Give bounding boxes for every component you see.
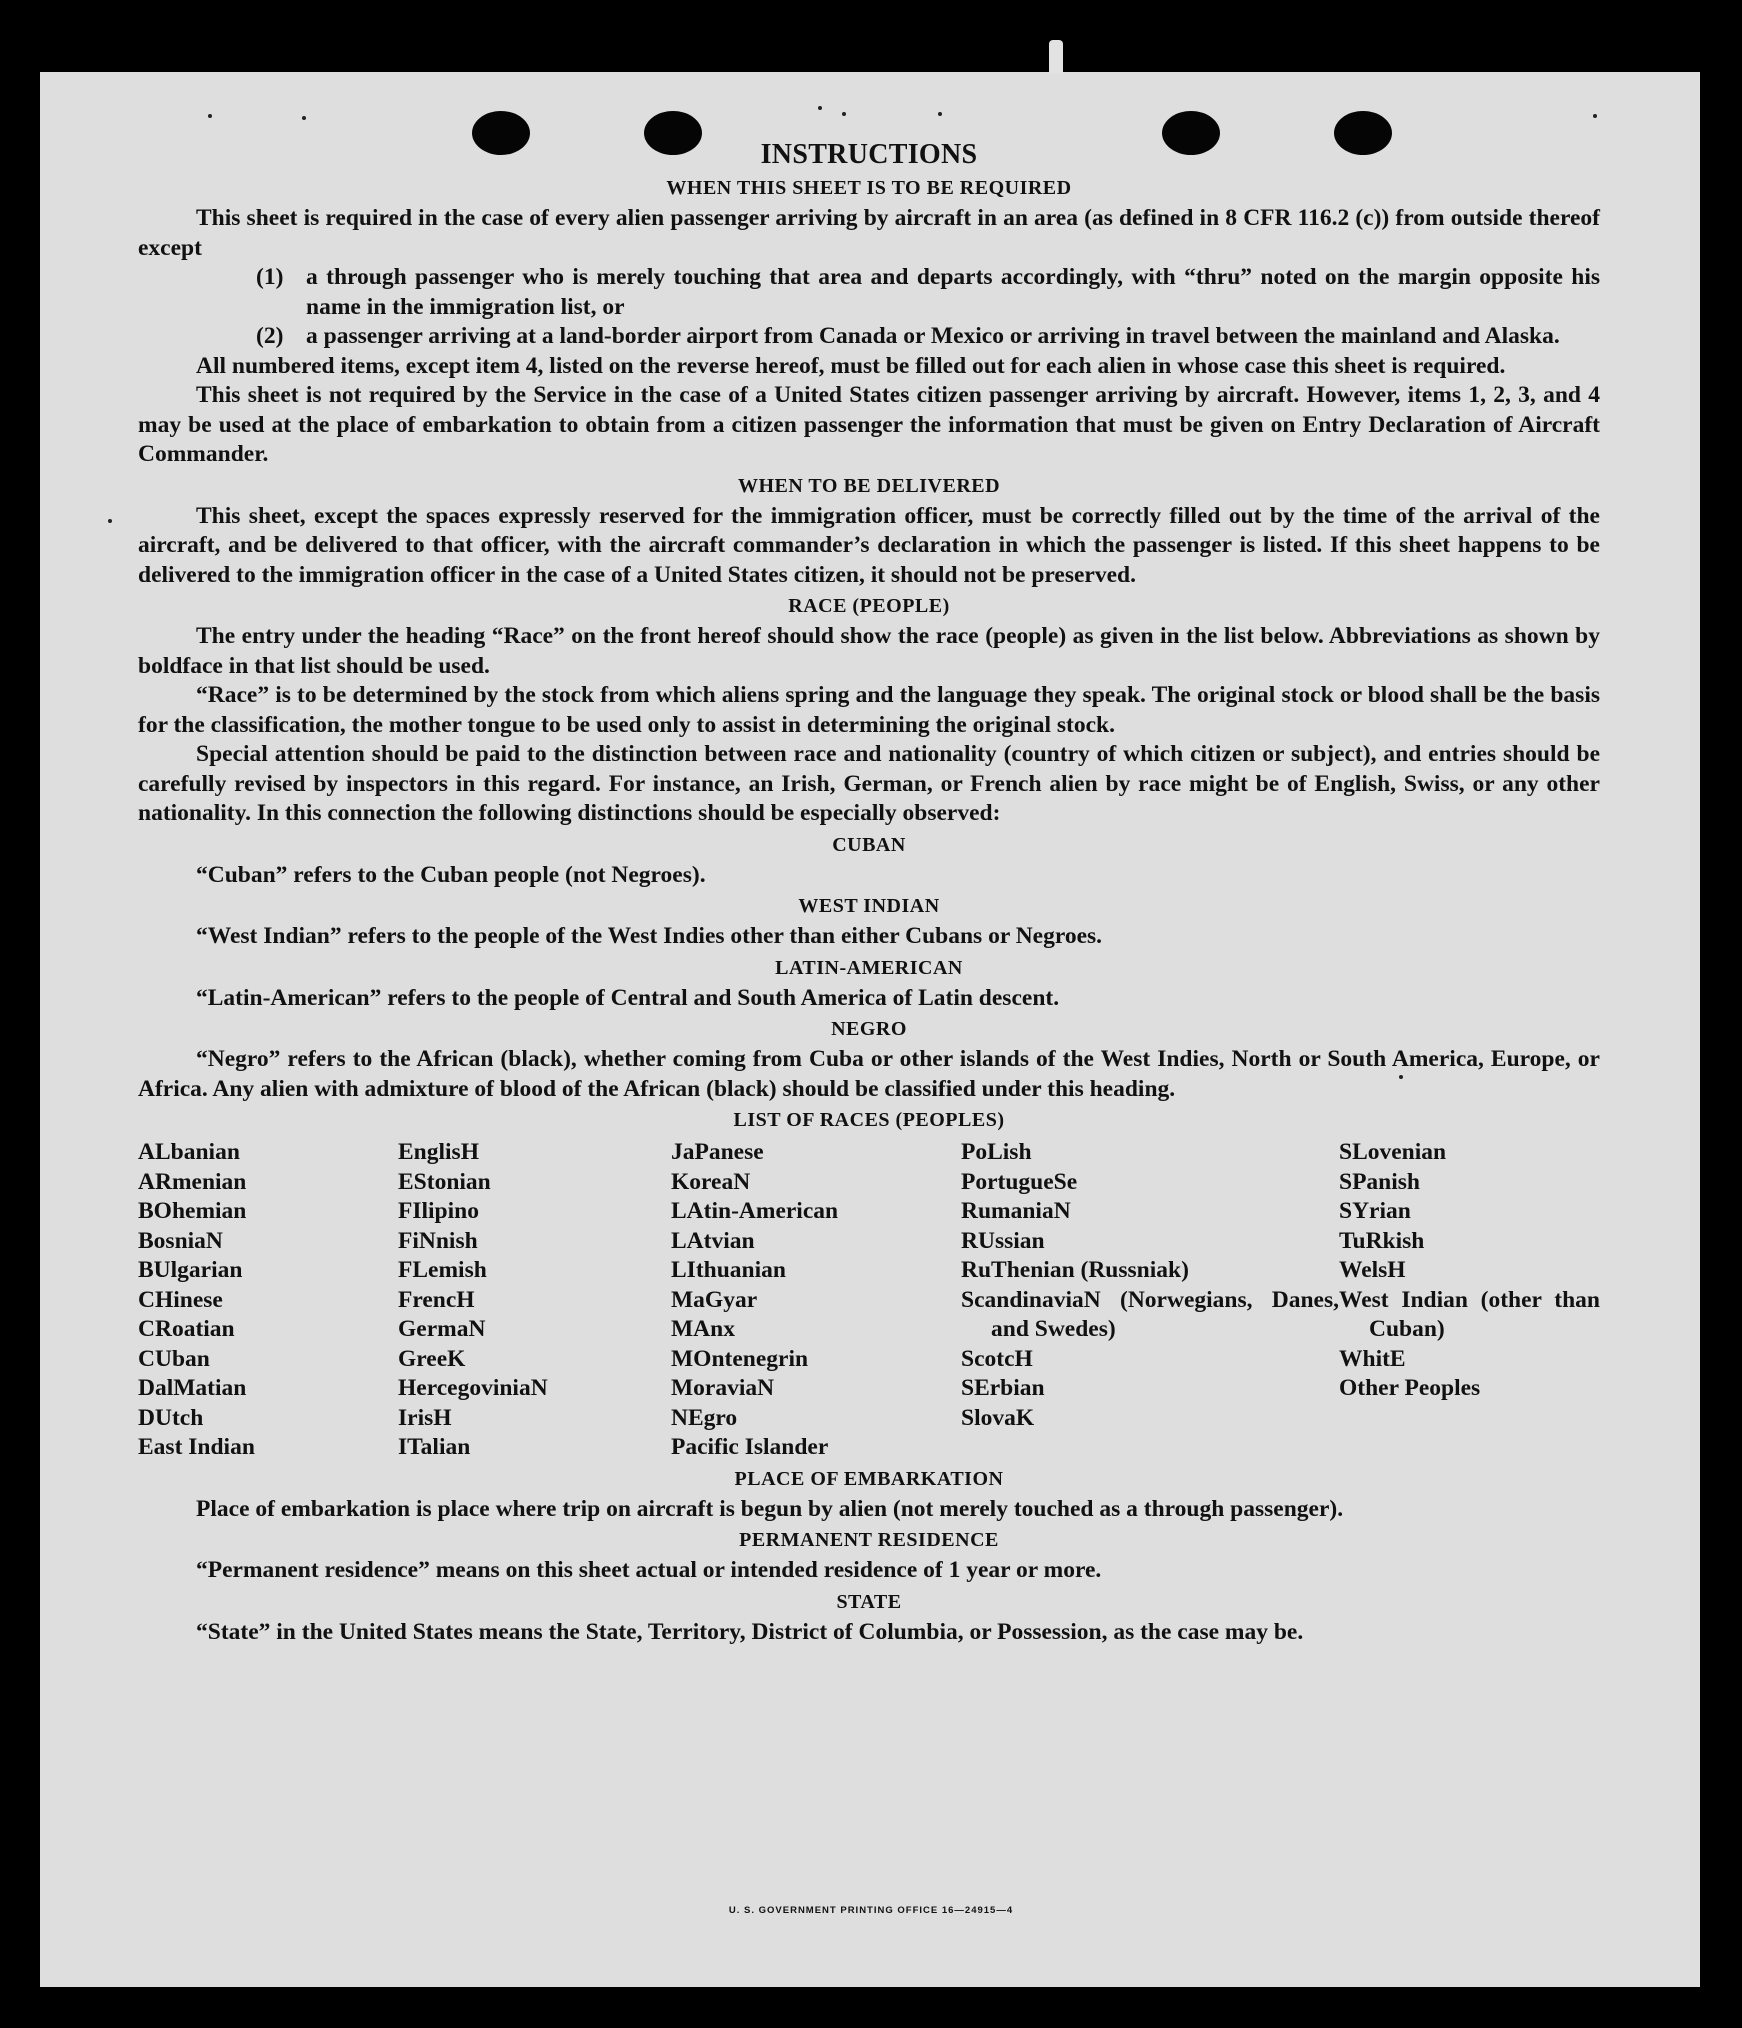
race-item: CHinese bbox=[138, 1286, 223, 1313]
race-item: LIthuanian bbox=[671, 1257, 786, 1283]
race-item: ITalian bbox=[398, 1434, 471, 1460]
speck bbox=[1593, 114, 1597, 118]
speck bbox=[842, 112, 846, 116]
race-item: PortugueSe bbox=[961, 1168, 1078, 1195]
race-item: ScandinaviaN (Norwegians, Danes, and Swedes) bbox=[961, 1286, 1339, 1342]
race-item: GermaN bbox=[398, 1316, 486, 1342]
race-item: SErbian bbox=[961, 1375, 1045, 1401]
race-item: SLovenian bbox=[1339, 1139, 1447, 1165]
race-item: CUban bbox=[138, 1345, 210, 1372]
race-item: SlovaK bbox=[961, 1404, 1035, 1431]
paragraph: This sheet is not required by the Service in the case of a United States citizen passenger arriving by aircraft. However, items 1, 2, 3, and 4 may be used at the place of embarkation to obtain from a citizen passenger the information that must be given on Entry Declaration of Aircraft Commander. bbox=[138, 382, 1600, 467]
race-item: EnglisH bbox=[398, 1139, 479, 1165]
section-heading: LIST OF RACES (PEOPLES) bbox=[733, 1109, 1005, 1131]
section-heading: NEGRO bbox=[831, 1018, 907, 1040]
race-item: FrencH bbox=[398, 1286, 475, 1313]
race-item: ARmenian bbox=[138, 1168, 247, 1195]
race-item: FiNnish bbox=[398, 1227, 478, 1254]
race-column bbox=[961, 1138, 1339, 1463]
section-heading: STATE bbox=[836, 1590, 902, 1613]
race-item: CRoatian bbox=[138, 1316, 235, 1342]
race-item: GreeK bbox=[398, 1345, 466, 1372]
paragraph: “Race” is to be determined by the stock from which aliens spring and the language they speak. The original stock or blood shall be the basis for the classification, the mother tongue to be used only to assist in determining the original stock. bbox=[138, 682, 1600, 738]
section-heading: WEST INDIAN bbox=[798, 895, 940, 917]
paragraph: “Latin-American” refers to the people of Central and South America of Latin descent. bbox=[196, 984, 1060, 1011]
list-item bbox=[256, 263, 1600, 322]
race-column bbox=[398, 1138, 671, 1463]
section-heading: WHEN TO BE DELIVERED bbox=[737, 474, 1001, 497]
item-text: a passenger arriving at a land-border airport from Canada or Mexico or arriving in travel between the mainland and Alaska. bbox=[306, 323, 1560, 349]
race-item: WelsH bbox=[1339, 1257, 1406, 1283]
section-heading: RACE (PEOPLE) bbox=[788, 595, 950, 617]
race-item: MAnx bbox=[671, 1316, 735, 1342]
speck bbox=[208, 114, 212, 118]
race-item: BUlgarian bbox=[138, 1257, 243, 1283]
page-title: INSTRUCTIONS bbox=[760, 139, 978, 170]
paragraph: All numbered items, except item 4, listed on the reverse hereof, must be filled out for each alien in whose case this sheet is required. bbox=[196, 352, 1506, 379]
race-column bbox=[138, 1138, 398, 1463]
paragraph: “West Indian” refers to the people of the West Indies other than either Cubans or Negroes. bbox=[196, 923, 1103, 949]
race-item: West Indian (other than Cuban) bbox=[1339, 1286, 1600, 1342]
list-item bbox=[256, 322, 1600, 352]
paragraph: “State” in the United States means the State, Territory, District of Columbia, or Possession, as the case may be. bbox=[196, 1618, 1304, 1645]
race-item: ScotcH bbox=[961, 1345, 1033, 1372]
race-item: ALbanian bbox=[138, 1139, 240, 1165]
race-item: IrisH bbox=[398, 1404, 452, 1431]
paragraph: “Negro” refers to the African (black), whether coming from Cuba or other islands of the West Indies, North or South America, Europe, or Africa. Any alien with admixture of blood of the African (black) should be classified under this heading. bbox=[138, 1046, 1600, 1102]
race-item: Pacific Islander bbox=[671, 1434, 829, 1460]
race-item: FLemish bbox=[398, 1257, 487, 1283]
race-item: East Indian bbox=[138, 1434, 255, 1460]
speck bbox=[302, 116, 306, 120]
race-item: HercegoviniaN bbox=[398, 1375, 548, 1401]
race-list bbox=[138, 1138, 1600, 1463]
race-item: SYrian bbox=[1339, 1198, 1411, 1224]
race-item: TuRkish bbox=[1339, 1227, 1425, 1254]
race-item: LAtin-American bbox=[671, 1198, 839, 1224]
sheet-tab bbox=[1049, 40, 1063, 74]
paragraph: This sheet is required in the case of every alien passenger arriving by aircraft in an area (as defined in 8 CFR 116.2 (c)) from outside thereof except bbox=[138, 205, 1600, 261]
race-item: Other Peoples bbox=[1339, 1375, 1481, 1401]
race-item: JaPanese bbox=[671, 1139, 764, 1165]
paragraph: The entry under the heading “Race” on the front hereof should show the race (people) as given in the list below. Abbreviations as shown by boldface in that list should be used. bbox=[138, 623, 1600, 679]
paragraph: Place of embarkation is place where trip on aircraft is begun by alien (not merely touched as a through passenger). bbox=[196, 1495, 1344, 1522]
race-column bbox=[1339, 1138, 1600, 1463]
race-item: DUtch bbox=[138, 1404, 204, 1431]
paragraph: Special attention should be paid to the distinction between race and nationality (country of which citizen or subject), and entries should be carefully revised by inspectors in this regard. For instance, an Irish, German, or French alien by race might be of English, Swiss, or any other nationality. In this connection the following distinctions should be especially observed: bbox=[138, 741, 1600, 826]
race-item: MoraviaN bbox=[671, 1375, 775, 1401]
item-text: a through passenger who is merely touching that area and departs accordingly, with “thru” noted on the margin opposite his name in the immigration list, or bbox=[306, 264, 1600, 320]
race-item: BosniaN bbox=[138, 1227, 223, 1254]
race-item: MOntenegrin bbox=[671, 1345, 809, 1372]
race-item: MaGyar bbox=[671, 1286, 758, 1313]
race-item: FIlipino bbox=[398, 1198, 479, 1224]
section-heading: CUBAN bbox=[832, 833, 906, 856]
section-heading: PLACE OF EMBARKATION bbox=[734, 1467, 1004, 1490]
race-item: WhitE bbox=[1339, 1345, 1406, 1372]
race-item: RumaniaN bbox=[961, 1198, 1071, 1224]
item-number: (1) bbox=[256, 264, 284, 290]
paragraph: This sheet, except the spaces expressly reserved for the immigration officer, must be correctly filled out by the time of the arrival of the aircraft, and be delivered to that officer, with the aircraft commander’s declaration in which the passenger is listed. If this sheet happens to be delivered to the immigration officer in the case of a United States citizen, it should not be preserved. bbox=[138, 502, 1600, 588]
race-item: LAtvian bbox=[671, 1227, 755, 1254]
race-item: BOhemian bbox=[138, 1198, 247, 1224]
section-heading: PERMANENT RESIDENCE bbox=[739, 1529, 999, 1551]
race-column bbox=[671, 1138, 961, 1463]
race-item: KoreaN bbox=[671, 1168, 751, 1195]
paragraph: “Permanent residence” means on this sheet actual or intended residence of 1 year or more. bbox=[196, 1557, 1102, 1583]
item-number: (2) bbox=[256, 323, 284, 349]
race-item: DalMatian bbox=[138, 1375, 247, 1401]
race-item: NEgro bbox=[671, 1404, 738, 1431]
section-heading: WHEN THIS SHEET IS TO BE REQUIRED bbox=[666, 177, 1072, 199]
race-item: EStonian bbox=[398, 1168, 491, 1195]
speck bbox=[938, 112, 942, 116]
speck bbox=[818, 106, 822, 110]
race-item: RuThenian (Russniak) bbox=[961, 1257, 1189, 1283]
race-item: SPanish bbox=[1339, 1168, 1420, 1195]
section-heading: LATIN-AMERICAN bbox=[775, 956, 963, 979]
race-item: PoLish bbox=[961, 1139, 1032, 1165]
paragraph: “Cuban” refers to the Cuban people (not Negroes). bbox=[196, 861, 706, 888]
speck bbox=[108, 519, 112, 523]
instructions-content bbox=[138, 138, 1600, 1647]
race-item: RUssian bbox=[961, 1227, 1045, 1254]
printer-footer: U. S. GOVERNMENT PRINTING OFFICE 16—24915—4 bbox=[728, 1905, 1014, 1916]
